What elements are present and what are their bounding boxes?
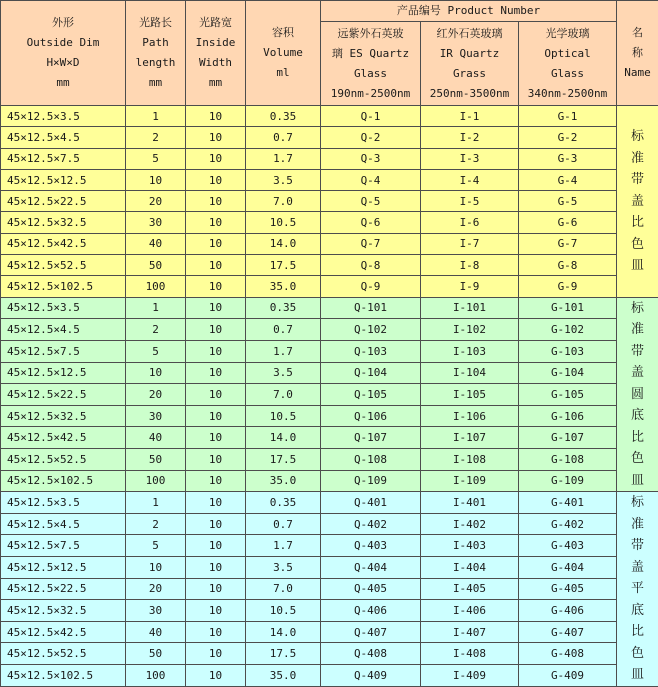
cell-outside-dim: 45×12.5×52.5 [1, 255, 126, 276]
cell-optical-glass-number: G-106 [519, 405, 617, 427]
cell-inside-width: 10 [186, 106, 246, 127]
cell-ir-quartz-number: I-409 [421, 665, 519, 687]
cell-optical-glass-number: G-6 [519, 212, 617, 233]
cell-ir-quartz-number: I-107 [421, 427, 519, 449]
cell-outside-dim: 45×12.5×102.5 [1, 665, 126, 687]
cell-volume: 17.5 [246, 448, 321, 470]
cell-optical-glass-number: G-405 [519, 578, 617, 600]
group-name-char: 皿 [617, 470, 658, 492]
cell-ir-quartz-number: I-402 [421, 513, 519, 535]
cell-inside-width: 10 [186, 255, 246, 276]
cell-inside-width: 10 [186, 362, 246, 384]
cell-optical-glass-number: G-2 [519, 127, 617, 148]
cell-path-length: 1 [126, 492, 186, 514]
cell-path-length: 30 [126, 405, 186, 427]
cell-inside-width: 10 [186, 643, 246, 665]
cell-ir-quartz-number: I-105 [421, 384, 519, 406]
cell-outside-dim: 45×12.5×3.5 [1, 106, 126, 127]
cell-volume: 35.0 [246, 276, 321, 297]
cell-inside-width: 10 [186, 340, 246, 362]
cell-ir-quartz-number: I-3 [421, 148, 519, 169]
cell-es-quartz-number: Q-3 [321, 148, 421, 169]
cell-ir-quartz-number: I-401 [421, 492, 519, 514]
cell-inside-width: 10 [186, 233, 246, 254]
col-header-volume: 容积 Volume ml [246, 1, 321, 106]
cell-path-length: 10 [126, 169, 186, 190]
table-row [1, 191, 658, 212]
cell-path-length: 5 [126, 340, 186, 362]
cell-optical-glass-number: G-109 [519, 470, 617, 492]
cell-path-length: 50 [126, 255, 186, 276]
cell-es-quartz-number: Q-4 [321, 169, 421, 190]
group-name-char: 标 [617, 492, 658, 514]
table-row [1, 169, 658, 190]
cell-inside-width: 10 [186, 665, 246, 687]
cell-ir-quartz-number: I-104 [421, 362, 519, 384]
cell-inside-width: 10 [186, 148, 246, 169]
cell-volume: 3.5 [246, 169, 321, 190]
cell-inside-width: 10 [186, 621, 246, 643]
cell-es-quartz-number: Q-402 [321, 513, 421, 535]
cell-path-length: 40 [126, 233, 186, 254]
cell-volume: 1.7 [246, 535, 321, 557]
group-name-char: 准 [617, 514, 658, 536]
cell-volume: 0.35 [246, 297, 321, 319]
cell-volume: 10.5 [246, 212, 321, 233]
cell-optical-glass-number: G-407 [519, 621, 617, 643]
cell-es-quartz-number: Q-7 [321, 233, 421, 254]
cell-volume: 10.5 [246, 405, 321, 427]
cell-outside-dim: 45×12.5×52.5 [1, 643, 126, 665]
cell-path-length: 100 [126, 276, 186, 297]
cell-outside-dim: 45×12.5×7.5 [1, 148, 126, 169]
cell-inside-width: 10 [186, 448, 246, 470]
cell-volume: 3.5 [246, 557, 321, 579]
col-header-ir-quartz: 红外石英玻璃 IR Quartz Grass 250nm-3500nm [421, 22, 519, 106]
group-name-char: 带 [617, 341, 658, 363]
cell-volume: 7.0 [246, 191, 321, 212]
table-row [1, 255, 658, 276]
cell-es-quartz-number: Q-403 [321, 535, 421, 557]
cell-ir-quartz-number: I-406 [421, 600, 519, 622]
cell-outside-dim: 45×12.5×32.5 [1, 600, 126, 622]
cell-es-quartz-number: Q-406 [321, 600, 421, 622]
col-header-product-number: 产品编号 Product Number [321, 1, 617, 22]
table-row [1, 362, 658, 384]
table-row [1, 470, 658, 492]
group-name-char: 圆 [617, 384, 658, 406]
cell-path-length: 50 [126, 643, 186, 665]
cell-es-quartz-number: Q-6 [321, 212, 421, 233]
cell-es-quartz-number: Q-106 [321, 405, 421, 427]
group-name-char: 底 [617, 405, 658, 427]
cell-inside-width: 10 [186, 405, 246, 427]
cell-outside-dim: 45×12.5×42.5 [1, 233, 126, 254]
cell-outside-dim: 45×12.5×12.5 [1, 169, 126, 190]
cell-es-quartz-number: Q-409 [321, 665, 421, 687]
cell-es-quartz-number: Q-105 [321, 384, 421, 406]
cell-optical-glass-number: G-7 [519, 233, 617, 254]
cell-ir-quartz-number: I-8 [421, 255, 519, 276]
cell-path-length: 2 [126, 513, 186, 535]
cell-es-quartz-number: Q-104 [321, 362, 421, 384]
cell-outside-dim: 45×12.5×102.5 [1, 276, 126, 297]
cell-path-length: 40 [126, 427, 186, 449]
cell-path-length: 5 [126, 535, 186, 557]
cell-path-length: 50 [126, 448, 186, 470]
group-name-char: 比 [617, 212, 658, 234]
table-row [1, 557, 658, 579]
group-name-char: 标 [617, 298, 658, 320]
group-name-char: 标 [617, 126, 658, 148]
table-row [1, 148, 658, 169]
table-row [1, 513, 658, 535]
cell-path-length: 30 [126, 600, 186, 622]
group-name-cell [617, 106, 658, 298]
group-name-char: 比 [617, 621, 658, 643]
table-row [1, 643, 658, 665]
group-name-char: 盖 [617, 191, 658, 213]
group-name-char: 盖 [617, 557, 658, 579]
col-header-outside-dim: 外形 Outside Dim H×W×D mm [1, 1, 126, 106]
col-header-path-length: 光路长 Path length mm [126, 1, 186, 106]
cell-optical-glass-number: G-104 [519, 362, 617, 384]
cell-optical-glass-number: G-4 [519, 169, 617, 190]
group-name-char: 平 [617, 578, 658, 600]
cell-outside-dim: 45×12.5×12.5 [1, 557, 126, 579]
cell-volume: 14.0 [246, 427, 321, 449]
table-row [1, 340, 658, 362]
cell-ir-quartz-number: I-7 [421, 233, 519, 254]
cell-path-length: 100 [126, 665, 186, 687]
cell-ir-quartz-number: I-103 [421, 340, 519, 362]
cell-optical-glass-number: G-103 [519, 340, 617, 362]
table-row [1, 665, 658, 687]
cell-ir-quartz-number: I-101 [421, 297, 519, 319]
cell-volume: 17.5 [246, 255, 321, 276]
group-name-char: 盖 [617, 362, 658, 384]
group-name-char: 准 [617, 319, 658, 341]
cell-outside-dim: 45×12.5×32.5 [1, 405, 126, 427]
table-row [1, 297, 658, 319]
cell-inside-width: 10 [186, 212, 246, 233]
group-name-char: 皿 [617, 664, 658, 686]
cell-optical-glass-number: G-401 [519, 492, 617, 514]
group-name-char: 皿 [617, 255, 658, 277]
cell-inside-width: 10 [186, 470, 246, 492]
cell-es-quartz-number: Q-102 [321, 319, 421, 341]
group-name-char: 底 [617, 600, 658, 622]
cell-outside-dim: 45×12.5×3.5 [1, 297, 126, 319]
cell-optical-glass-number: G-408 [519, 643, 617, 665]
col-header-es-quartz: 远紫外石英玻 璃 ES Quartz Glass 190nm-2500nm [321, 22, 421, 106]
table-row [1, 600, 658, 622]
cell-es-quartz-number: Q-8 [321, 255, 421, 276]
cell-outside-dim: 45×12.5×42.5 [1, 621, 126, 643]
table-row [1, 212, 658, 233]
cell-es-quartz-number: Q-107 [321, 427, 421, 449]
cell-volume: 0.7 [246, 127, 321, 148]
cell-es-quartz-number: Q-103 [321, 340, 421, 362]
cell-ir-quartz-number: I-6 [421, 212, 519, 233]
cell-volume: 35.0 [246, 665, 321, 687]
group-name-cell [617, 492, 658, 687]
cell-ir-quartz-number: I-102 [421, 319, 519, 341]
table-row [1, 233, 658, 254]
cell-es-quartz-number: Q-408 [321, 643, 421, 665]
cell-optical-glass-number: G-102 [519, 319, 617, 341]
cell-ir-quartz-number: I-2 [421, 127, 519, 148]
cell-outside-dim: 45×12.5×7.5 [1, 340, 126, 362]
cell-ir-quartz-number: I-5 [421, 191, 519, 212]
cell-inside-width: 10 [186, 557, 246, 579]
cell-outside-dim: 45×12.5×3.5 [1, 492, 126, 514]
cell-ir-quartz-number: I-404 [421, 557, 519, 579]
cell-ir-quartz-number: I-109 [421, 470, 519, 492]
cell-optical-glass-number: G-107 [519, 427, 617, 449]
cell-path-length: 10 [126, 362, 186, 384]
cell-es-quartz-number: Q-401 [321, 492, 421, 514]
cell-es-quartz-number: Q-404 [321, 557, 421, 579]
table-row [1, 427, 658, 449]
cell-volume: 0.35 [246, 106, 321, 127]
cell-path-length: 100 [126, 470, 186, 492]
table-row [1, 319, 658, 341]
cell-inside-width: 10 [186, 492, 246, 514]
cell-outside-dim: 45×12.5×52.5 [1, 448, 126, 470]
cell-optical-glass-number: G-402 [519, 513, 617, 535]
table-row [1, 535, 658, 557]
cell-inside-width: 10 [186, 276, 246, 297]
cell-optical-glass-number: G-3 [519, 148, 617, 169]
header-row-1 [1, 1, 658, 22]
cell-volume: 0.7 [246, 319, 321, 341]
col-header-optical-glass: 光学玻璃 Optical Glass 340nm-2500nm [519, 22, 617, 106]
col-header-name: 名 称 Name [617, 1, 658, 106]
cell-es-quartz-number: Q-9 [321, 276, 421, 297]
cell-inside-width: 10 [186, 578, 246, 600]
cell-outside-dim: 45×12.5×22.5 [1, 384, 126, 406]
cell-volume: 3.5 [246, 362, 321, 384]
group-name-char: 比 [617, 427, 658, 449]
cell-volume: 7.0 [246, 578, 321, 600]
cell-ir-quartz-number: I-1 [421, 106, 519, 127]
cell-inside-width: 10 [186, 513, 246, 535]
cell-volume: 7.0 [246, 384, 321, 406]
cell-volume: 1.7 [246, 340, 321, 362]
cell-es-quartz-number: Q-108 [321, 448, 421, 470]
cell-es-quartz-number: Q-5 [321, 191, 421, 212]
cell-outside-dim: 45×12.5×32.5 [1, 212, 126, 233]
cell-volume: 10.5 [246, 600, 321, 622]
cell-inside-width: 10 [186, 127, 246, 148]
cell-outside-dim: 45×12.5×102.5 [1, 470, 126, 492]
cell-path-length: 30 [126, 212, 186, 233]
table-row [1, 448, 658, 470]
group-name-char: 带 [617, 535, 658, 557]
cell-inside-width: 10 [186, 191, 246, 212]
cell-optical-glass-number: G-108 [519, 448, 617, 470]
cell-outside-dim: 45×12.5×22.5 [1, 191, 126, 212]
cell-ir-quartz-number: I-108 [421, 448, 519, 470]
cell-optical-glass-number: G-9 [519, 276, 617, 297]
table-body [1, 106, 658, 687]
cell-path-length: 5 [126, 148, 186, 169]
cell-path-length: 40 [126, 621, 186, 643]
cell-optical-glass-number: G-404 [519, 557, 617, 579]
table-row [1, 127, 658, 148]
col-header-inside-width: 光路宽 Inside Width mm [186, 1, 246, 106]
cell-volume: 0.35 [246, 492, 321, 514]
group-name-char: 色 [617, 643, 658, 665]
cell-path-length: 20 [126, 384, 186, 406]
cell-outside-dim: 45×12.5×12.5 [1, 362, 126, 384]
cell-ir-quartz-number: I-405 [421, 578, 519, 600]
cell-inside-width: 10 [186, 535, 246, 557]
cell-path-length: 2 [126, 319, 186, 341]
group-name-cell [617, 297, 658, 492]
group-name-char: 带 [617, 169, 658, 191]
cell-inside-width: 10 [186, 384, 246, 406]
cell-inside-width: 10 [186, 319, 246, 341]
cell-volume: 1.7 [246, 148, 321, 169]
group-name-char: 色 [617, 448, 658, 470]
table-row [1, 276, 658, 297]
cell-ir-quartz-number: I-403 [421, 535, 519, 557]
cell-es-quartz-number: Q-101 [321, 297, 421, 319]
cell-optical-glass-number: G-5 [519, 191, 617, 212]
table-row [1, 621, 658, 643]
cell-outside-dim: 45×12.5×42.5 [1, 427, 126, 449]
cell-optical-glass-number: G-409 [519, 665, 617, 687]
table-row [1, 492, 658, 514]
cell-optical-glass-number: G-406 [519, 600, 617, 622]
cell-inside-width: 10 [186, 600, 246, 622]
cell-es-quartz-number: Q-109 [321, 470, 421, 492]
cell-volume: 0.7 [246, 513, 321, 535]
cell-ir-quartz-number: I-407 [421, 621, 519, 643]
cell-path-length: 20 [126, 578, 186, 600]
table-row [1, 106, 658, 127]
group-name-char: 色 [617, 234, 658, 256]
cell-path-length: 10 [126, 557, 186, 579]
cell-outside-dim: 45×12.5×22.5 [1, 578, 126, 600]
cell-optical-glass-number: G-101 [519, 297, 617, 319]
cell-optical-glass-number: G-1 [519, 106, 617, 127]
cell-optical-glass-number: G-8 [519, 255, 617, 276]
cell-ir-quartz-number: I-9 [421, 276, 519, 297]
table-row [1, 578, 658, 600]
cell-volume: 14.0 [246, 621, 321, 643]
cell-es-quartz-number: Q-2 [321, 127, 421, 148]
cell-path-length: 2 [126, 127, 186, 148]
table-row [1, 405, 658, 427]
cell-path-length: 1 [126, 297, 186, 319]
group-name-char: 准 [617, 148, 658, 170]
cell-outside-dim: 45×12.5×7.5 [1, 535, 126, 557]
cell-outside-dim: 45×12.5×4.5 [1, 319, 126, 341]
cell-outside-dim: 45×12.5×4.5 [1, 127, 126, 148]
cell-outside-dim: 45×12.5×4.5 [1, 513, 126, 535]
cell-ir-quartz-number: I-408 [421, 643, 519, 665]
cell-es-quartz-number: Q-405 [321, 578, 421, 600]
cell-ir-quartz-number: I-4 [421, 169, 519, 190]
cell-inside-width: 10 [186, 427, 246, 449]
cell-volume: 17.5 [246, 643, 321, 665]
cell-volume: 35.0 [246, 470, 321, 492]
cell-path-length: 1 [126, 106, 186, 127]
table-row [1, 384, 658, 406]
cell-optical-glass-number: G-403 [519, 535, 617, 557]
cell-inside-width: 10 [186, 297, 246, 319]
cell-inside-width: 10 [186, 169, 246, 190]
cell-es-quartz-number: Q-1 [321, 106, 421, 127]
cell-volume: 14.0 [246, 233, 321, 254]
cell-ir-quartz-number: I-106 [421, 405, 519, 427]
cell-es-quartz-number: Q-407 [321, 621, 421, 643]
cell-optical-glass-number: G-105 [519, 384, 617, 406]
cell-path-length: 20 [126, 191, 186, 212]
